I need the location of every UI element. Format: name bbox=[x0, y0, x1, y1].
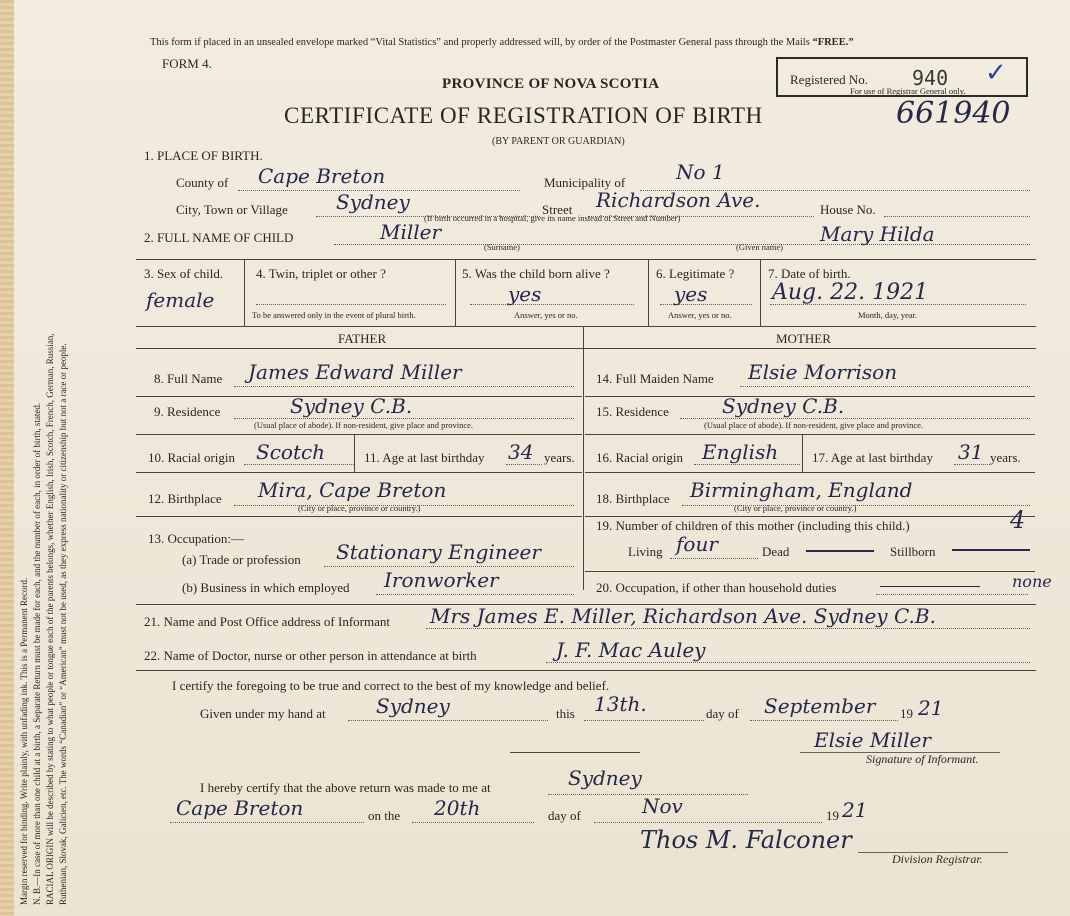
doctor-label: 22. Name of Doctor, nurse or other person in attendance at birth bbox=[144, 648, 477, 663]
father-age-line bbox=[506, 464, 542, 465]
father-age-divider bbox=[354, 435, 355, 472]
child-name-label: 2. FULL NAME OF CHILD bbox=[144, 230, 294, 245]
binding-margin bbox=[0, 0, 14, 916]
street-label: Street bbox=[542, 202, 573, 217]
house-label: House No. bbox=[820, 202, 876, 217]
father-res-note: (Usual place of abode). If non-resident, give place and province. bbox=[254, 420, 474, 430]
dead-dash bbox=[806, 550, 874, 552]
mother-name-line bbox=[740, 386, 1030, 387]
given-place-line bbox=[348, 720, 548, 721]
county-value: Cape Breton bbox=[258, 164, 386, 188]
place-heading: 1. PLACE OF BIRTH. bbox=[144, 148, 263, 163]
father-rule-2 bbox=[136, 434, 582, 435]
father-name-label: 8. Full Name bbox=[154, 371, 223, 386]
registrar-county: Cape Breton bbox=[176, 796, 304, 820]
father-race-line bbox=[244, 464, 354, 465]
sex-value: female bbox=[146, 288, 215, 312]
street-value: Richardson Ave. bbox=[596, 188, 761, 212]
certify-text: I certify the foregoing to be true and correct to the best of my knowledge and belief. bbox=[172, 678, 610, 693]
doctor-value: J. F. Mac Auley bbox=[556, 638, 706, 662]
twin-line bbox=[256, 304, 446, 305]
rule-after-doctor bbox=[136, 670, 1036, 671]
mother-heading: MOTHER bbox=[776, 331, 831, 346]
father-rule-3 bbox=[136, 472, 582, 473]
registrar-place: Sydney bbox=[568, 766, 642, 790]
twin-note: To be answered only in the event of plural birth. bbox=[252, 310, 416, 320]
divider-3 bbox=[244, 260, 245, 326]
father-res-label: 9. Residence bbox=[154, 404, 221, 419]
on-the-label: on the bbox=[368, 808, 401, 823]
county-label: County of bbox=[176, 175, 229, 190]
side-note-4: Ruthenian, Slovak, Galicien, etc. The words “Canadian” or “American” must not be used, as they express nationality or citizenship but not a race or people. bbox=[58, 343, 68, 905]
mother-bp-label: 18. Birthplace bbox=[596, 491, 670, 506]
children-label: 19. Number of children of this mother (including this child.) bbox=[596, 518, 910, 533]
mother-residence: Sydney C.B. bbox=[722, 394, 845, 418]
alive-note: Answer, yes or no. bbox=[514, 310, 578, 320]
informant-value: Mrs James E. Miller, Richardson Ave. Sydney C.B. bbox=[430, 604, 936, 628]
informant-signature: Elsie Miller bbox=[814, 728, 931, 752]
stillborn-dash bbox=[952, 549, 1030, 551]
hospital-note: (If birth occurred in a hospital, give its name instead of Street and Number) bbox=[424, 213, 681, 223]
this-label: this bbox=[556, 706, 575, 721]
father-res-line bbox=[234, 418, 574, 419]
city-value: Sydney bbox=[336, 190, 410, 214]
province-heading: PROVINCE OF NOVA SCOTIA bbox=[442, 76, 660, 92]
mother-occ-line bbox=[876, 594, 1028, 595]
house-line bbox=[884, 216, 1030, 217]
father-name-line bbox=[234, 386, 574, 387]
father-residence: Sydney C.B. bbox=[290, 394, 413, 418]
child-surname: Miller bbox=[380, 220, 442, 244]
rule-heading bbox=[136, 348, 1036, 349]
mother-rule-5 bbox=[585, 571, 1035, 572]
registrar-month: Nov bbox=[642, 794, 683, 818]
mother-rule-3 bbox=[585, 472, 1035, 473]
mother-years: years. bbox=[990, 450, 1021, 465]
registrar-signature: Thos M. Falconer bbox=[640, 826, 852, 854]
registrar-day-line bbox=[412, 822, 534, 823]
father-bp-note: (City or place, province or country.) bbox=[298, 503, 421, 513]
father-race: Scotch bbox=[256, 440, 326, 464]
stillborn-label: Stillborn bbox=[890, 544, 936, 559]
father-age-label: 11. Age at last birthday bbox=[364, 450, 485, 465]
dob-label: 7. Date of birth. bbox=[768, 266, 851, 281]
alive-line bbox=[470, 304, 634, 305]
dead-label: Dead bbox=[762, 544, 790, 559]
registrar-year-prefix: 19 bbox=[826, 808, 839, 823]
father-bp-label: 12. Birthplace bbox=[148, 491, 222, 506]
mother-occupation: none bbox=[1012, 572, 1052, 591]
living-line bbox=[670, 558, 758, 559]
mother-birthplace: Birmingham, England bbox=[690, 478, 913, 502]
mother-age: 31 bbox=[958, 440, 984, 464]
mother-rule-4 bbox=[585, 516, 1035, 517]
mother-race-label: 16. Racial origin bbox=[596, 450, 684, 465]
mother-age-line bbox=[954, 464, 990, 465]
father-name: James Edward Miller bbox=[248, 360, 462, 384]
father-age: 34 bbox=[508, 440, 534, 464]
municipality-label: Municipality of bbox=[544, 175, 626, 190]
rule-bottom-3 bbox=[136, 326, 1036, 327]
alive-label: 5. Was the child born alive ? bbox=[462, 266, 610, 281]
registrar-day: 20th bbox=[434, 796, 481, 820]
mother-name: Elsie Morrison bbox=[748, 360, 898, 384]
child-given: Mary Hilda bbox=[820, 222, 935, 246]
divider-4 bbox=[455, 260, 456, 326]
mother-age-divider bbox=[802, 435, 803, 472]
business-value: Ironworker bbox=[384, 568, 499, 592]
form-number: FORM 4. bbox=[162, 56, 212, 71]
mother-res-note: (Usual place of abode). If non-resident, give place and province. bbox=[704, 420, 924, 430]
mail-free: “FREE.” bbox=[812, 37, 854, 48]
year-suffix: 21 bbox=[918, 696, 944, 720]
divider-5 bbox=[648, 260, 649, 326]
side-note-2: N. B.—In case of more than one child at a birth, a Separate Return must be made for each, and the number of each, in order of birth, stated. bbox=[32, 402, 42, 905]
registrar-county-line bbox=[170, 822, 364, 823]
registrar-text: I hereby certify that the above return was made to me at bbox=[200, 780, 491, 795]
business-line bbox=[376, 594, 574, 595]
dob-note: Month, day, year. bbox=[858, 310, 918, 320]
mother-name-label: 14. Full Maiden Name bbox=[596, 371, 714, 386]
mother-race: English bbox=[702, 440, 779, 464]
registrar-year-suffix: 21 bbox=[842, 798, 868, 822]
side-note-1: Margin reserved for binding. Write plainly, with unfading ink. This is a Permanent Record. bbox=[19, 577, 29, 905]
registered-label: Registered No. bbox=[790, 72, 868, 87]
short-rule bbox=[510, 752, 640, 753]
page-title: CERTIFICATE OF REGISTRATION OF BIRTH bbox=[284, 103, 763, 128]
dob-value: Aug. 22. 1921 bbox=[772, 280, 929, 305]
trade-label: (a) Trade or profession bbox=[182, 552, 301, 567]
registrar-month-line bbox=[594, 822, 822, 823]
hand-cert-number: 661940 bbox=[896, 96, 1011, 131]
surname-note: (Surname) bbox=[484, 242, 520, 252]
father-birthplace: Mira, Cape Breton bbox=[258, 478, 447, 502]
mail-notice-text: This form if placed in an unsealed envelope marked “Vital Statistics” and properly addressed will, by order of the Postmaster General pass through the Mails bbox=[150, 37, 810, 48]
living-label: Living bbox=[628, 544, 663, 559]
mother-age-label: 17. Age at last birthday bbox=[812, 450, 933, 465]
father-years: years. bbox=[544, 450, 575, 465]
rule-top-3 bbox=[136, 259, 1036, 260]
side-notes bbox=[18, 25, 70, 905]
mother-occ-label: 20. Occupation, if other than household duties bbox=[596, 580, 837, 595]
father-rule-4 bbox=[136, 516, 582, 517]
informant-line bbox=[426, 628, 1030, 629]
signature-label: Signature of Informant. bbox=[866, 752, 979, 766]
mother-race-line bbox=[694, 464, 800, 465]
municipality-value: No 1 bbox=[676, 160, 725, 184]
registrar-day-of: day of bbox=[548, 808, 581, 823]
month-value: September bbox=[764, 694, 876, 718]
mail-notice bbox=[150, 37, 854, 48]
registrar-label: Division Registrar. bbox=[892, 852, 983, 866]
given-note: (Given name) bbox=[736, 242, 783, 252]
informant-label: 21. Name and Post Office address of Informant bbox=[144, 614, 390, 629]
sex-label: 3. Sex of child. bbox=[144, 266, 224, 281]
mother-rule-2 bbox=[585, 434, 1035, 435]
mother-occ-dash bbox=[880, 586, 980, 587]
twin-label: 4. Twin, triplet or other ? bbox=[256, 266, 386, 281]
year-prefix: 19 bbox=[900, 706, 913, 721]
page-subtitle: (BY PARENT OR GUARDIAN) bbox=[492, 136, 625, 147]
legit-label: 6. Legitimate ? bbox=[656, 266, 735, 281]
check-mark-icon: ✓ bbox=[985, 58, 1007, 88]
legit-value: yes bbox=[674, 282, 708, 306]
business-label: (b) Business in which employed bbox=[182, 580, 350, 595]
given-label: Given under my hand at bbox=[200, 706, 326, 721]
registered-number: 940 bbox=[912, 66, 949, 90]
trade-value: Stationary Engineer bbox=[336, 540, 541, 564]
children-value: 4 bbox=[1010, 506, 1026, 534]
mother-bp-note: (City or place, province or country.) bbox=[734, 503, 857, 513]
trade-line bbox=[324, 566, 574, 567]
side-note-3: RACIAL ORIGIN will be described by stating to what people or tongue each of the parents belongs, whether English, Irish, Scotch, French, German, Russian, bbox=[45, 333, 55, 905]
father-race-label: 10. Racial origin bbox=[148, 450, 236, 465]
day-value: 13th. bbox=[594, 692, 647, 716]
alive-value: yes bbox=[508, 282, 542, 306]
column-divider bbox=[583, 327, 584, 590]
given-place: Sydney bbox=[376, 694, 450, 718]
doctor-line bbox=[546, 662, 1030, 663]
day-of-label: day of bbox=[706, 706, 739, 721]
day-line bbox=[584, 720, 704, 721]
mother-res-line bbox=[680, 418, 1030, 419]
legit-note: Answer, yes or no. bbox=[668, 310, 732, 320]
registered-note: For use of Registrar General only. bbox=[850, 86, 966, 96]
father-occ-label: 13. Occupation:— bbox=[148, 531, 245, 546]
mother-res-label: 15. Residence bbox=[596, 404, 669, 419]
month-line bbox=[750, 720, 898, 721]
father-heading: FATHER bbox=[338, 331, 387, 346]
divider-6 bbox=[760, 260, 761, 326]
city-label: City, Town or Village bbox=[176, 202, 288, 217]
living-value: four bbox=[676, 532, 718, 556]
